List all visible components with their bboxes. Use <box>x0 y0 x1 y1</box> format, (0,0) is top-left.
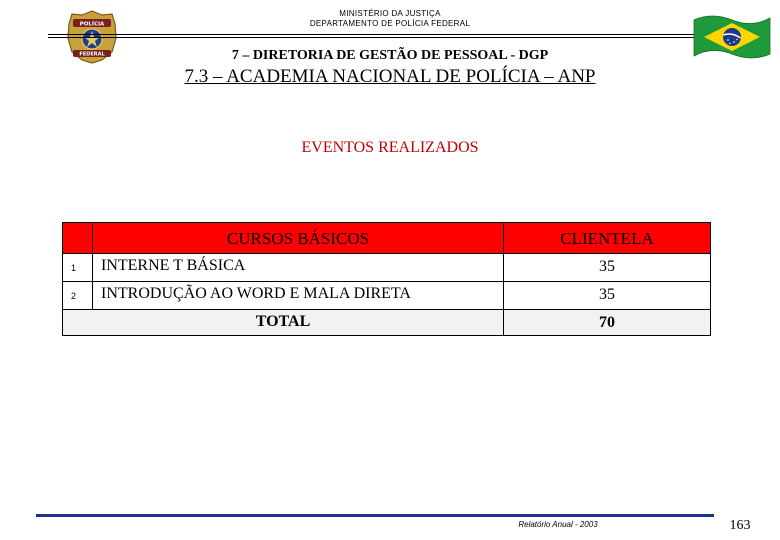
row-2-course: INTRODUÇÃO AO WORD E MALA DIRETA <box>101 285 411 302</box>
section-title: EVENTOS REALIZADOS <box>301 139 479 156</box>
academy-title: 7.3 – ACADEMIA NACIONAL DE POLÍCIA – ANP <box>184 66 596 87</box>
directorate-title: 7 – DIRETORIA DE GESTÃO DE PESSOAL - DGP <box>231 48 549 63</box>
grid-hline-3 <box>63 309 710 310</box>
report-label: Relatório Anual - 2003 <box>518 520 598 529</box>
ministry-line-2: DEPARTAMENTO DE POLÍCIA FEDERAL <box>309 19 471 28</box>
badge-bottom-text: FEDERAL <box>79 51 105 58</box>
brazil-flag-icon <box>690 12 774 62</box>
courses-table <box>62 222 711 336</box>
header-divider <box>48 34 770 35</box>
total-value: 70 <box>599 314 615 331</box>
grid-hline-2 <box>63 281 710 282</box>
total-label: TOTAL <box>255 313 311 330</box>
ministry-line-1: MINISTÉRIO DA JUSTIÇA <box>339 9 441 18</box>
row-1-course: INTERNE T BÁSICA <box>101 257 246 274</box>
grid-hline-1 <box>63 253 710 254</box>
badge-top-text: POLÍCIA <box>79 21 105 28</box>
header-divider-thin <box>48 37 770 38</box>
row-1-number: 1 <box>71 263 77 273</box>
column-header-courses: CURSOS BÁSICOS <box>226 229 370 248</box>
row-2-number: 2 <box>71 291 77 301</box>
ministry-heading <box>230 9 550 29</box>
column-header-clientele: CLIENTELA <box>560 229 654 248</box>
page-number: 163 <box>729 518 751 533</box>
footer-divider <box>36 514 714 517</box>
row-1-clientele: 35 <box>599 258 615 275</box>
row-2-clientele: 35 <box>599 286 615 303</box>
